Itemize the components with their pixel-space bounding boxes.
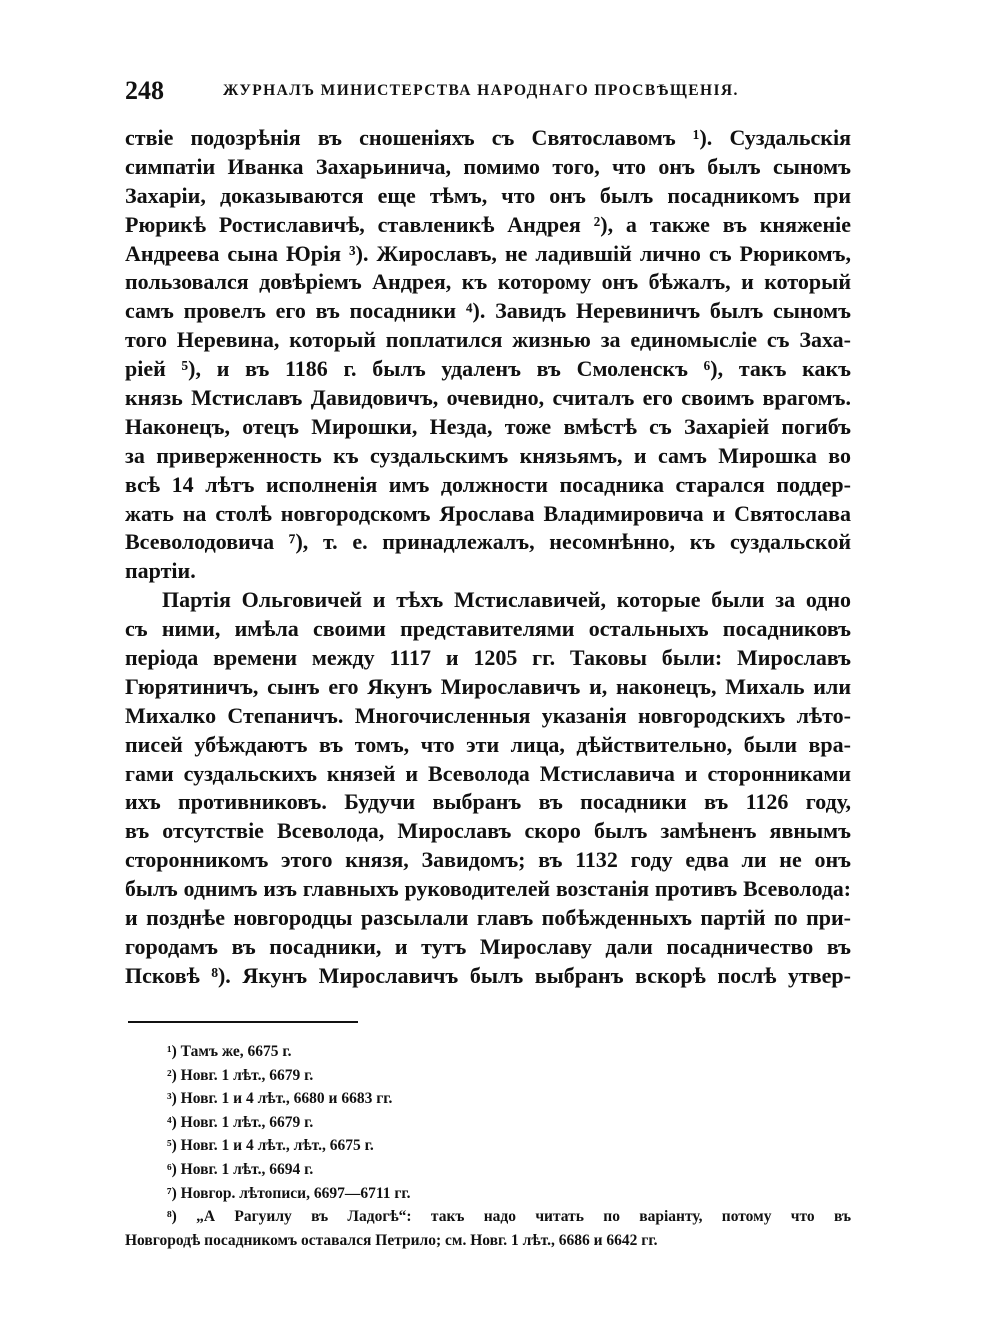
footnote: ²) Новг. 1 лѣт., 6679 г. <box>167 1066 314 1084</box>
text-line: жать на столѣ новгородскомъ Ярослава Владимировича и Святослава <box>125 500 851 526</box>
footnote: ⁴) Новг. 1 лѣт., 6679 г. <box>167 1113 314 1131</box>
text-line: ихъ противниковъ. Будучи выбранъ въ посадники въ 1126 году, <box>125 789 851 815</box>
text-line: Псковѣ ⁸). Якунъ Мирославичъ былъ выбранъ вскорѣ послѣ утвер- <box>125 962 851 988</box>
footnote-divider <box>128 1021 358 1023</box>
text-line: съ ними, имѣла своими представителями остальныхъ посадниковъ <box>125 616 851 642</box>
text-line: ріей ⁵), и въ 1186 г. былъ удаленъ въ Смоленскъ ⁶), такъ какъ <box>125 356 851 382</box>
footnote-continuation: Новгородѣ посадникомъ оставался Петрило; см. Новг. 1 лѣт., 6686 и 6642 гг. <box>125 1231 658 1249</box>
text-line-paragraph-start: Партія Ольговичей и тѣхъ Мстиславичей, которые были за одно <box>162 587 851 613</box>
footnotes <box>125 1040 851 1252</box>
text-line: Андреева сына Юрія ³). Жирославъ, не ладившій лично съ Рюрикомъ, <box>125 240 851 266</box>
text-line: Гюрятиничъ, сынъ его Якунъ Мирославичъ и, наконецъ, Михаль или <box>125 673 851 699</box>
text-line: Михалко Степаничъ. Многочисленныя указанія новгородскихъ лѣто- <box>125 702 851 728</box>
text-line: ствіе подозрѣнія въ сношеніяхъ съ Святославомъ ¹). Суздальскія <box>125 125 851 150</box>
main-text <box>125 124 851 991</box>
footnote: ⁵) Новг. 1 и 4 лѣт., лѣт., 6675 г. <box>167 1137 374 1155</box>
text-line: гами суздальскихъ князей и Всеволода Мстиславича и сторонниками <box>125 760 851 786</box>
text-line: и позднѣе новгородцы разсылали главъ побѣжденныхъ партій по при- <box>125 905 851 931</box>
text-line: Всеволодовича ⁷), т. е. принадлежалъ, несомнѣнно, къ суздальской <box>125 529 851 555</box>
text-line: былъ однимъ изъ главныхъ руководителей возстанія противъ Всеволода: <box>125 877 851 902</box>
text-line: сторонникомъ этого князя, Завидомъ; въ 1132 году едва ли не онъ <box>125 847 851 873</box>
text-line: Наконецъ, отецъ Мирошки, Незда, тоже вмѣстѣ съ Захаріей погибъ <box>125 413 851 439</box>
footnote: ⁶) Новг. 1 лѣт., 6694 г. <box>167 1160 314 1178</box>
footnote: ⁷) Новгор. лѣтописи, 6697—6711 гг. <box>167 1184 411 1202</box>
text-line: того Неревина, который поплатился жизнью за единомысліе съ Заха- <box>125 327 851 353</box>
footnote: ³) Новг. 1 и 4 лѣт., 6680 и 6683 гг. <box>167 1090 393 1108</box>
text-line: пользовался довѣріемъ Андрея, къ которому онъ бѣжалъ, и который <box>125 269 851 295</box>
text-line: князь Мстиславъ Давидовичъ, очевидно, считалъ его своимъ врагомъ. <box>125 385 851 411</box>
text-line: Захаріи, доказываются еще тѣмъ, что онъ былъ посадникомъ при <box>125 182 851 208</box>
page-header <box>125 76 850 106</box>
text-line: за приверженность къ суздальскимъ князьямъ, и самъ Мирошка во <box>125 442 851 468</box>
page-number: 248 <box>125 76 164 105</box>
footnote: ¹) Тамъ же, 6675 г. <box>167 1043 292 1060</box>
text-line: писей убѣждаютъ въ томъ, что эти лица, дѣйствительно, были вра- <box>125 731 851 757</box>
text-line: самъ провелъ его въ посадники ⁴). Завидъ Неревиничъ былъ сыномъ <box>125 298 851 324</box>
text-line: городамъ въ посадники, и тутъ Мирославу дали посадничество въ <box>125 933 851 959</box>
text-line: симпатіи Иванка Захарьинича, помимо того, что онъ былъ сыномъ <box>125 153 851 179</box>
text-line: въ отсутствіе Всеволода, Мирославъ скоро былъ замѣненъ явнымъ <box>125 818 851 844</box>
footnote: ⁸) „А Рагуилу въ Ладогѣ“: такъ надо читать по варіанту, потому что въ <box>167 1208 851 1226</box>
text-line: всѣ 14 лѣтъ исполненія имъ должности посадника старался поддер- <box>125 471 851 497</box>
text-line: Рюрикѣ Ростиславичѣ, ставленикѣ Андрея ²), а также въ княженіе <box>125 211 851 237</box>
text-line: партіи. <box>125 558 196 584</box>
running-head: ЖУРНАЛЪ МИНИСТЕРСТВА НАРОДНАГО ПРОСВѢЩЕНІЯ. <box>223 82 739 99</box>
text-line: періода времени между 1117 и 1205 гг. Таковы были: Мирославъ <box>125 645 851 671</box>
